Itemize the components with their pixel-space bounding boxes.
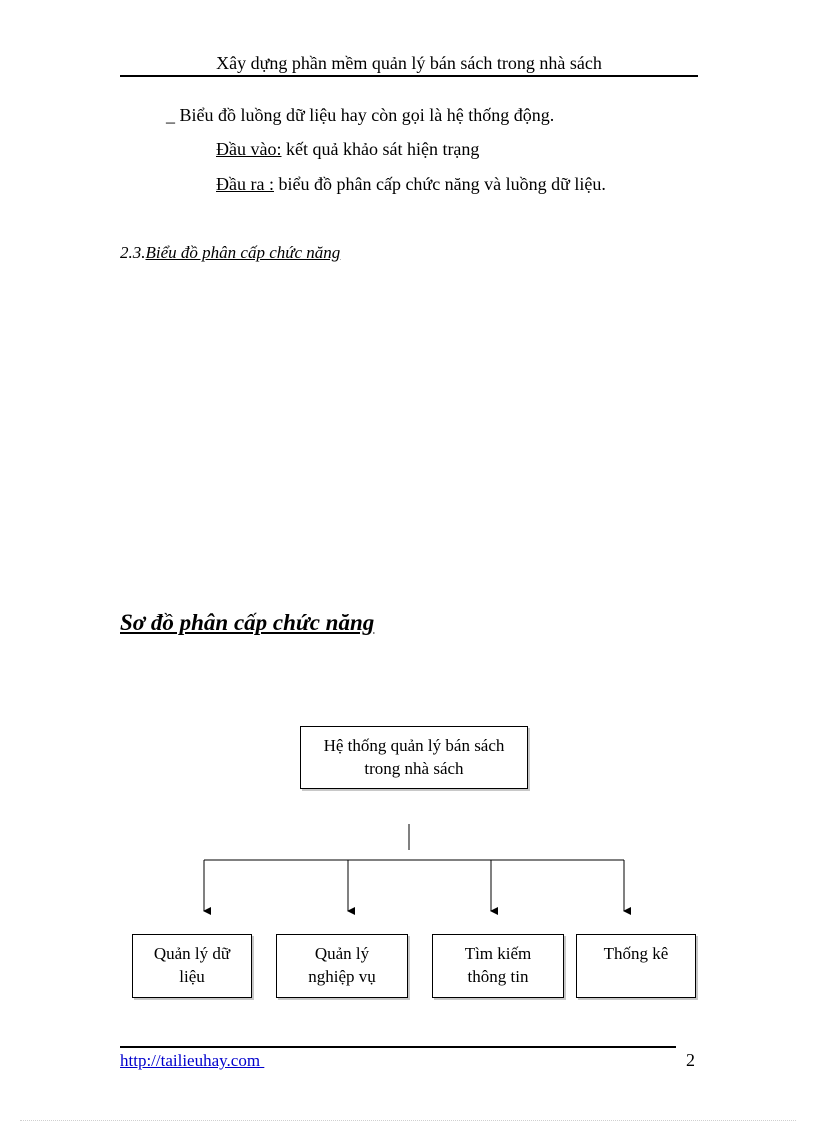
input-text: kết quả khảo sát hiện trạng <box>281 139 480 159</box>
page-number: 2 <box>686 1050 695 1070</box>
child-node-business-management <box>276 934 408 998</box>
input-label: Đầu vào: <box>216 139 282 159</box>
child-node-line1: Thống kê <box>603 944 669 963</box>
child-node-line1: Tìm kiếm <box>464 944 532 963</box>
child-node-data-management <box>132 934 252 998</box>
output-text: biểu đồ phân cấp chức năng và luồng dữ liệu. <box>273 174 606 194</box>
child-node-line2: liệu <box>179 967 205 986</box>
child-node-line1: Quản lý dữ <box>153 944 231 963</box>
section-title: Biểu đồ phân cấp chức năng <box>145 243 341 262</box>
root-node-line1: Hệ thống quản lý bán sách <box>323 736 505 755</box>
footer-link[interactable]: http://tailieuhay.com <box>120 1051 265 1070</box>
root-node-line2: trong nhà sách <box>364 759 464 778</box>
child-node-line2: thông tin <box>467 967 529 986</box>
child-node-line1: Quản lý <box>314 944 370 963</box>
bullet-line: _ Biểu đồ luồng dữ liệu hay còn gọi là hệ thống động. <box>166 105 555 125</box>
footer-divider <box>120 1046 676 1048</box>
child-node-line2: nghiệp vụ <box>308 967 376 986</box>
output-label: Đầu ra : <box>216 174 274 194</box>
page-bottom-edge <box>20 1120 796 1121</box>
child-node-search <box>432 934 564 998</box>
section-number: 2.3. <box>120 243 146 262</box>
page-header-title: Xây dựng phần mềm quản lý bán sách trong nhà sách <box>216 53 602 73</box>
child-node-statistics <box>576 934 696 998</box>
diagram-title: Sơ đồ phân cấp chức năng <box>120 610 375 635</box>
